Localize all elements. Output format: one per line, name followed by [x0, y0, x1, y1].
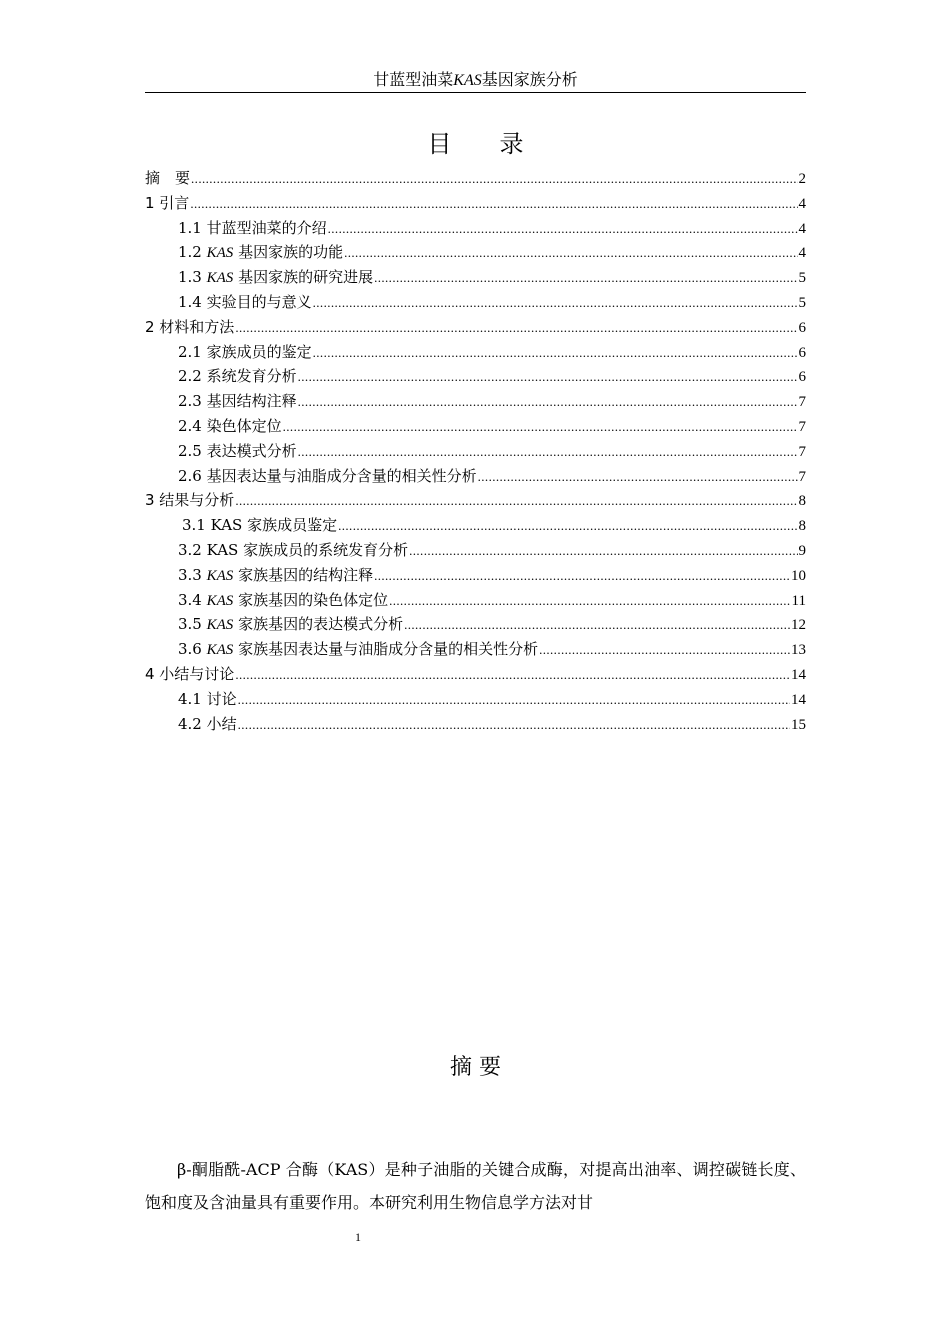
toc-title [145, 124, 806, 159]
toc-leader-dots [478, 469, 798, 485]
toc-entry[interactable] [145, 415, 806, 440]
toc-page-number: 7 [798, 418, 806, 435]
toc-entry-title: 2.4 染色体定位 [178, 416, 282, 435]
toc-entry[interactable] [145, 341, 806, 366]
toc-entry-title: 1.3 KAS 基因家族的研究进展 [178, 268, 374, 287]
page-number: 1 [355, 1230, 361, 1244]
toc-entry-title: 3.2 KAS 家族成员的系统发育分析 [178, 540, 409, 559]
toc-leader-dots [313, 345, 798, 361]
header-italic: KAS [453, 72, 482, 89]
toc-entry[interactable] [145, 440, 806, 465]
header-suffix: 基因家族分析 [481, 70, 578, 89]
toc-entry[interactable] [145, 539, 806, 564]
toc-entry-title: 4.1 讨论 [178, 689, 237, 708]
toc-leader-dots [298, 369, 798, 385]
toc-leader-dots [238, 692, 790, 708]
toc-entry[interactable] [145, 514, 806, 539]
toc-page-number: 4 [798, 220, 806, 237]
toc-leader-dots [374, 568, 790, 584]
toc-entry-title: 1 引言 [145, 193, 190, 212]
toc-leader-dots [404, 617, 790, 633]
toc-entry[interactable] [145, 713, 806, 738]
toc-leader-dots [298, 394, 798, 410]
toc-page-number: 6 [798, 319, 806, 336]
toc-leader-dots [190, 196, 797, 212]
toc-leader-dots [235, 493, 797, 509]
toc-entry[interactable] [145, 365, 806, 390]
toc-entry[interactable] [145, 688, 806, 713]
toc-entry-title: 1.2 KAS 基因家族的功能 [178, 243, 344, 262]
toc-page-number: 4 [798, 195, 806, 212]
toc-leader-dots [235, 320, 797, 336]
toc-entry[interactable] [145, 266, 806, 291]
toc-page-number: 11 [791, 592, 806, 609]
toc-leader-dots [238, 717, 790, 733]
toc-page-number: 6 [798, 344, 806, 361]
toc-page-number: 7 [798, 443, 806, 460]
toc-page-number: 5 [798, 294, 806, 311]
toc-page-number: 15 [791, 716, 806, 733]
toc-page-number: 7 [798, 394, 806, 411]
toc-leader-dots [235, 667, 790, 683]
toc-page-number: 10 [791, 567, 806, 584]
toc-page-number: 14 [791, 691, 806, 708]
toc-page-number: 5 [798, 270, 806, 287]
toc-entry-title: 2.5 表达模式分析 [178, 441, 297, 460]
toc-leader-dots [298, 444, 798, 460]
toc-leader-dots [389, 593, 790, 609]
toc-page-number: 9 [798, 542, 806, 559]
toc-leader-dots [374, 270, 797, 286]
toc-entry-title: 2.3 基因结构注释 [178, 392, 297, 411]
toc-entry-title: 2.6 基因表达量与油脂成分含量的相关性分析 [178, 466, 477, 485]
header-prefix: 甘蓝型油菜 [373, 70, 454, 89]
toc-page-number: 12 [791, 617, 806, 634]
toc-entry[interactable] [145, 167, 806, 192]
toc-entry[interactable] [145, 489, 806, 514]
toc-leader-dots [283, 419, 798, 435]
toc-entry-title: 3 结果与分析 [145, 491, 235, 510]
toc-entry-title: 2.1 家族成员的鉴定 [178, 342, 312, 361]
toc-entry-title: 2.2 系统发育分析 [178, 367, 297, 386]
toc-entry-title: 1.1 甘蓝型油菜的介绍 [178, 218, 327, 237]
toc-entry-title: 3.4 KAS 家族基因的染色体定位 [178, 590, 389, 609]
abstract-body: β-酮脂酰-ACP 合酶（KAS）是种子油脂的关键合成酶，对提高出油率、调控碳链长度、饱和度及含油量具有重要作用。本研究利用生物信息学方法对甘 [145, 1160, 806, 1212]
toc-entry[interactable] [145, 465, 806, 490]
toc-page-number: 6 [798, 369, 806, 386]
toc-entry[interactable] [145, 316, 806, 341]
toc-entry-title: 3.1 KAS 家族成员鉴定 [182, 516, 338, 535]
toc-entry[interactable] [145, 241, 806, 266]
toc-title-char1: 目 [427, 130, 452, 158]
toc-entry-title: 3.3 KAS 家族基因的结构注释 [178, 565, 374, 584]
toc-page-number: 14 [791, 666, 806, 683]
table-of-contents [145, 167, 806, 737]
toc-page-number: 7 [798, 468, 806, 485]
toc-page-number: 8 [798, 493, 806, 510]
toc-leader-dots [313, 295, 798, 311]
toc-entry-title: 3.5 KAS 家族基因的表达模式分析 [178, 615, 404, 634]
abstract-title: 摘 要 [450, 1055, 501, 1080]
toc-page-number: 2 [798, 171, 806, 187]
toc-leader-dots [328, 221, 798, 237]
toc-entry[interactable] [145, 589, 806, 614]
running-header [145, 70, 806, 93]
toc-entry[interactable] [145, 613, 806, 638]
toc-page-number: 13 [791, 642, 806, 659]
toc-entry-title: 2 材料和方法 [145, 317, 235, 336]
toc-leader-dots [344, 245, 797, 261]
toc-leader-dots [338, 518, 797, 534]
toc-entry-title: 摘 要 [145, 169, 191, 187]
toc-entry[interactable] [145, 638, 806, 663]
toc-entry-title: 3.6 KAS 家族基因表达量与油脂成分含量的相关性分析 [178, 640, 539, 659]
toc-leader-dots [191, 171, 797, 187]
toc-leader-dots [539, 642, 790, 658]
toc-entry[interactable] [145, 217, 806, 242]
toc-entry-title: 4 小结与讨论 [145, 664, 235, 683]
toc-page-number: 8 [798, 518, 806, 535]
toc-entry[interactable] [145, 564, 806, 589]
toc-leader-dots [409, 543, 797, 559]
toc-page-number: 4 [798, 245, 806, 262]
toc-title-char2: 录 [499, 130, 524, 158]
toc-entry-title: 4.2 小结 [178, 714, 237, 733]
toc-entry[interactable] [145, 192, 806, 217]
toc-entry[interactable] [145, 663, 806, 688]
toc-entry-title: 1.4 实验目的与意义 [178, 292, 312, 311]
toc-entry[interactable] [145, 390, 806, 415]
toc-entry[interactable] [145, 291, 806, 316]
